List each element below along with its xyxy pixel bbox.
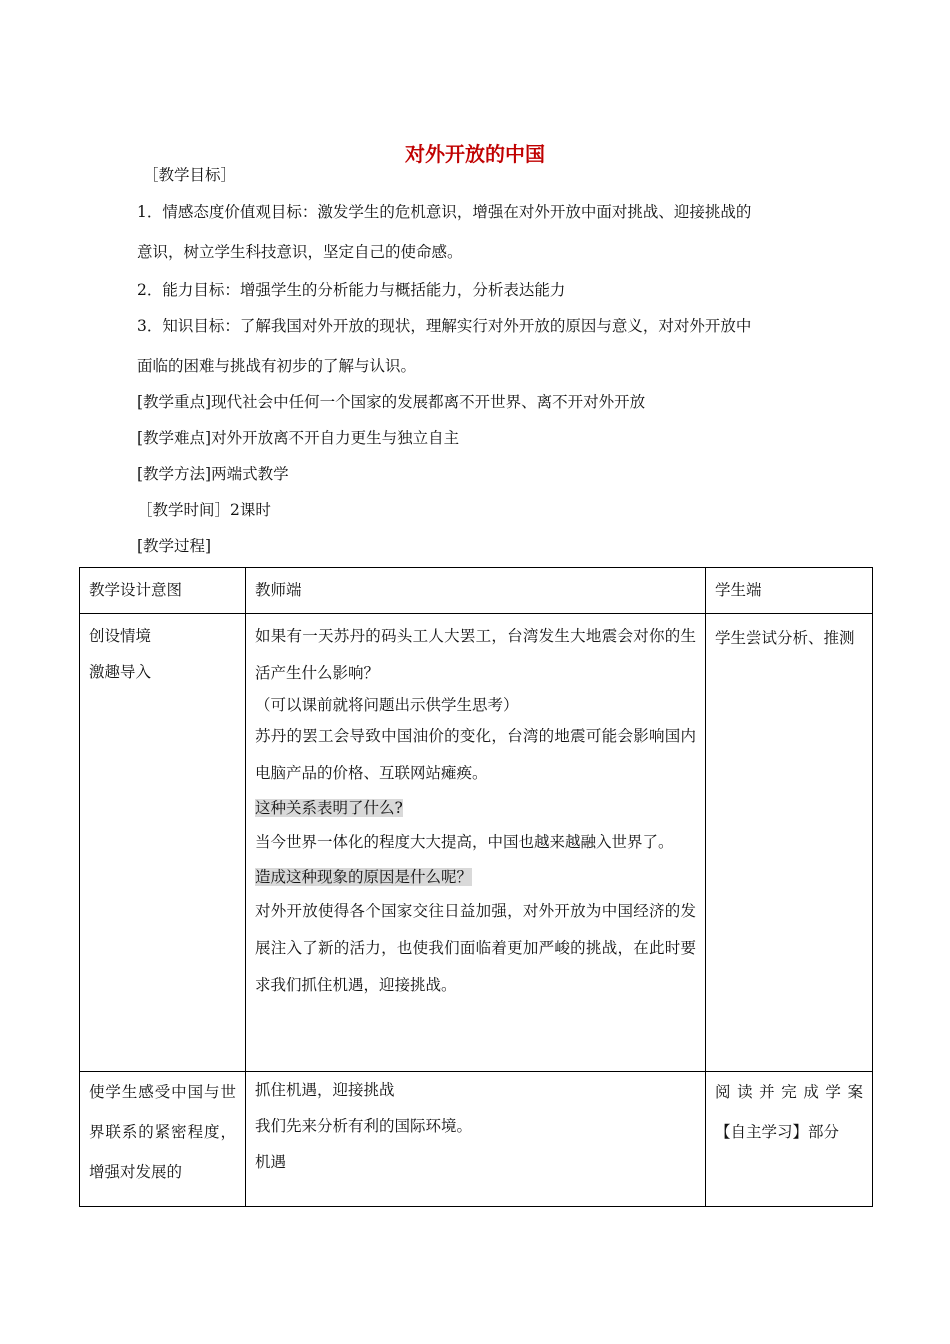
teacher-question: [255, 861, 696, 893]
teacher-question: [255, 792, 696, 824]
goal-heading: ［教学目标］: [143, 166, 237, 184]
goal-1-line-2: 意识，树立学生科技意识，坚定自己的使命感。: [137, 243, 463, 261]
document-title: 对外开放的中国: [405, 142, 545, 166]
teacher-line: 机遇: [255, 1153, 287, 1171]
student-line: 阅读并完成学案: [715, 1083, 863, 1101]
highlighted-question: 这种关系表明了什么?: [255, 799, 403, 817]
intent-line: 创设情境: [89, 627, 152, 645]
goal-3-line-2: 面临的困难与挑战有初步的了解与认识。: [137, 357, 417, 375]
header-student: 学生端: [706, 568, 873, 614]
row2-intent: 使学生感受中国与世界联系的紧密程度，增强对发展的: [80, 1072, 246, 1207]
table-row: [80, 1072, 873, 1207]
process-heading: [教学过程]: [137, 537, 212, 555]
teacher-paragraph: 当今世界一体化的程度大大提高，中国也越来越融入世界了。: [255, 833, 674, 851]
table-row: [80, 614, 873, 1072]
row2-student: [706, 1072, 873, 1207]
teacher-paragraph: 如果有一天苏丹的码头工人大罢工，台湾发生大地震会对你的生活产生什么影响？: [255, 627, 696, 682]
key-point: [教学重点]现代社会中任何一个国家的发展都离不开世界、离不开对外开放: [137, 393, 646, 411]
header-teacher: 教师端: [246, 568, 706, 614]
goal-2: 2．能力目标：增强学生的分析能力与概括能力，分析表达能力: [137, 281, 566, 299]
goal-1-line-1: 1．情感态度价值观目标：激发学生的危机意识，增强在对外开放中面对挑战、迎接挑战的: [137, 203, 752, 221]
teacher-paragraph: 对外开放使得各个国家交往日益加强，对外开放为中国经济的发展注入了新的活力，也使我们面临着更加严峻的挑战，在此时要求我们抓住机遇，迎接挑战。: [255, 902, 696, 994]
highlighted-question: 造成这种现象的原因是什么呢？: [255, 868, 473, 886]
teacher-paragraph: 苏丹的罢工会导致中国油价的变化，台湾的地震可能会影响国内电脑产品的价格、互联网站瘫痪。: [255, 727, 696, 782]
row1-intent: [80, 614, 246, 1072]
row1-student: 学生尝试分析、推测: [706, 614, 873, 1072]
difficulty: [教学难点]对外开放离不开自力更生与独立自主: [137, 429, 460, 447]
table-header-row: [80, 568, 873, 614]
lesson-table: [79, 567, 873, 1207]
teacher-line: 抓住机遇，迎接挑战: [255, 1081, 395, 1099]
row1-teacher: [246, 614, 706, 1072]
goal-3-line-1: 3．知识目标：了解我国对外开放的现状，理解实行对外开放的原因与意义，对对外开放中: [137, 317, 752, 335]
header-intent: 教学设计意图: [80, 568, 246, 614]
method: [教学方法]两端式教学: [137, 465, 289, 483]
teacher-note: （可以课前就将问题出示供学生思考）: [255, 696, 519, 714]
row2-teacher: [246, 1072, 706, 1207]
student-line: 【自主学习】部分: [715, 1123, 840, 1141]
teacher-line: 我们先来分析有利的国际环境。: [255, 1117, 473, 1135]
intent-line: 激趣导入: [89, 663, 152, 681]
time: ［教学时间］2课时: [137, 501, 271, 519]
